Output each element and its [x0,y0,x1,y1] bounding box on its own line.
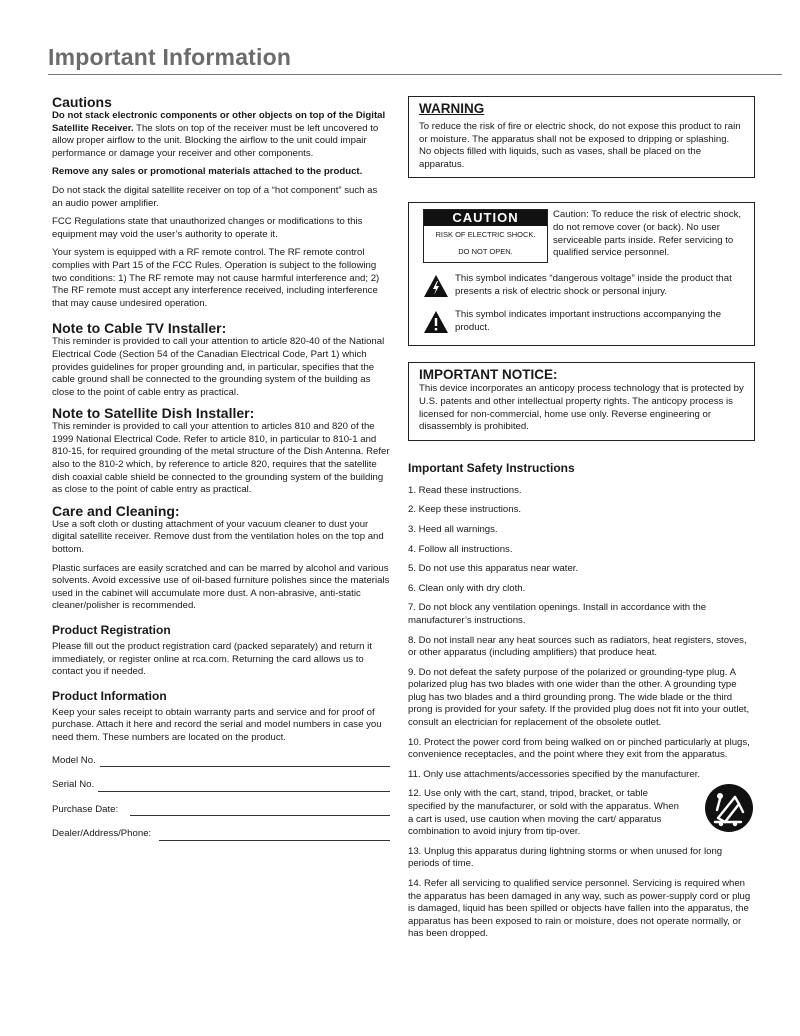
warning-box [408,96,755,178]
warning-title: WARNING [419,101,485,116]
registration-text: Please fill out the product registration card (packed separately) and return it immediately, or register online at rca.com. Returning the card allows us to contact you if needed. [52,641,372,678]
serial-no-row [52,779,390,792]
safety-item-cart [408,788,755,838]
dealer-label: Dealer/Address/Phone: [52,828,152,840]
safety-item: 6. Clean only with dry cloth. [408,582,526,594]
safety-item: 11. Only use attachments/accessories specified by the manufacturer. [408,768,701,780]
cautions-p1-bold: Do not stack electronic components or other objects on top of the Digital Satellite Receiver. [52,110,386,134]
model-no-line [100,756,390,767]
serial-no-line [98,781,390,792]
product-info-text: Keep your sales receipt to obtain warranty parts and service and for proof of purchase. Attach it here and record the serial and model numbers in case you need them. These numbers are located on the product. [52,706,382,743]
safety-item: 3. Heed all warnings. [408,523,498,535]
cautions-paragraph-1 [52,110,390,160]
serial-no-label: Serial No. [52,779,95,791]
dealer-row [52,828,390,841]
safety-item: 10. Protect the power cord from being walked on or pinched particularly at plugs, convenience receptacles, and the point where they exit from the apparatus. [408,736,750,761]
warning-text: To reduce the risk of fire or electric shock, do not expose this product to rain or moisture. The apparatus shall not be exposed to dripping or splashing. No objects filled with liquids, such as vases, shall be placed on the apparatus. [419,121,741,170]
title-divider [48,74,782,75]
safety-item-12-text: 12. Use only with the cart, stand, tripod, bracket, or table specified by the manufacturer, or sold with the apparatus. When a cart is used, use caution when moving the cart/ apparatus combination to avoid injury from tip-over. [408,788,679,838]
instructions-symbol-text: This symbol indicates important instructions accompanying the product. [455,309,722,333]
page-title: Important Information [48,44,292,70]
purchase-date-line [130,805,390,816]
care-paragraph-1: Use a soft cloth or dusting attachment of your vacuum cleaner to dust your digital satellite receiver. Remove dust from the ventilation holes on the top and bottom. [52,518,384,556]
caution-label [423,209,548,263]
instructions-symbol-row [423,309,749,334]
model-no-label: Model No. [52,754,96,766]
safety-item: 7. Do not block any ventilation openings. Install in accordance with the manufacturer’s instructions. [408,602,707,626]
dish-installer-text: This reminder is provided to call your attention to articles 810 and 820 of the 1999 National Electrical Code. Refer to article 810, in particular to 810-1 and 810-15, for required grounding of the metal structure of the Dish Antenna. Refer also to the 810-2 which, by reference to article 820, requires that the satellite dish coaxial cable shield be connected to the grounding system of the building as close to the point of cable entry as practical. [52,421,390,496]
purchase-date-label: Purchase Date: [52,803,119,815]
notice-text: This device incorporates an anticopy process technology that is protected by U.S. patents and other intellectual property rights. The anticopy process is licensed for non-commercial, home use only. Reverse engineering or disassembly is prohibited. [419,383,744,433]
right-column [408,96,755,948]
care-heading: Care and Cleaning: [52,502,180,519]
caution-banner: CAUTION [424,210,547,226]
cautions-heading: Cautions [52,94,112,110]
cable-installer-heading: Note to Cable TV Installer: [52,320,227,337]
safety-item: 5. Do not use this apparatus near water. [408,563,579,575]
cart-tipover-icon [703,782,755,834]
cautions-paragraph-2 [52,166,390,179]
caution-small-1: RISK OF ELECTRIC SHOCK. [435,230,536,240]
cautions-paragraph-4: FCC Regulations state that unauthorized changes or modifications to this equipment may void the user’s authority to operate it. [52,216,363,240]
safety-item: 14. Refer all servicing to qualified service personnel. Servicing is required when the apparatus has been damaged in any way, such as power-supply cord or plug is damaged, liquid has been spilled or objects have fallen into the apparatus, the apparatus has been exposed to rain or moisture, does not operate normally, or has been dropped. [408,878,751,940]
important-notice-box [408,362,755,440]
cautions-p1-rest: The slots on top of the receiver must be left uncovered to allow proper airflow to the unit. Blocking the airflow to the unit could impair performance or damage your receiver and other components. [52,122,379,159]
lightning-triangle-icon [423,274,449,298]
left-column [52,94,390,853]
cautions-paragraph-5: Your system is equipped with a RF remote control. The RF remote control complies with Part 15 of the FCC Rules. Operation is subject to the following two conditions: 1) The RF remote may not cause harmful interference and; 2) The RF remote must accept any interference received, including interference that may cause undesired operation. [52,247,380,309]
product-info-heading: Product Information [52,688,167,703]
notice-title: IMPORTANT NOTICE: [419,367,558,383]
registration-heading: Product Registration [52,623,171,637]
safety-item: 4. Follow all instructions. [408,543,513,555]
caution-small-2: DO NOT OPEN. [458,247,513,257]
caution-box [408,202,755,346]
safety-item: 2. Keep these instructions. [408,504,522,516]
voltage-symbol-text: This symbol indicates “dangerous voltage” inside the product that presents a risk of electric shock or personal injury. [455,273,732,297]
cable-installer-text: This reminder is provided to call your attention to article 820-40 of the National Electrical Code (Section 54 of the Canadian Electrical Code, Part 1) which provides guidelines for proper grounding and, in particular, specifies that the cable ground shall be connected to the grounding system of the building as close to the point of cable entry as practical. [52,336,385,398]
purchase-date-row [52,804,390,817]
safety-heading: Important Safety Instructions [408,460,575,475]
safety-item: 9. Do not defeat the safety purpose of the polarized or grounding-type plug. A polarized plug has two blades with one wider than the other. A grounding type plug has two blades and a third grounding prong. The wide blade or the third prong is provided for your safety. If the provided plug does not fit into your outlet, consult an electrician for replacement of the obsolete outlet. [408,666,750,729]
dealer-line [159,830,390,841]
model-no-row [52,755,390,768]
cautions-p2-bold: Remove any sales or promotional materials attached to the product. [52,166,363,178]
care-paragraph-2: Plastic surfaces are easily scratched and can be marred by alcohol and various solvents. Avoid excessive use of oil-based furniture polishes since the materials used in the cabinet will accumulate more dust. A non-abrasive, anti-static cleaner/polisher is recommended. [52,562,390,612]
safety-item: 13. Unplug this apparatus during lightning storms or when unused for long periods of time. [408,845,723,870]
safety-item: 8. Do not install near any heat sources such as radiators, heat registers, stoves, or other apparatus (including amplifiers) that produce heat. [408,634,747,659]
voltage-symbol-row [423,273,749,298]
cautions-paragraph-3: Do not stack the digital satellite receiver on top of a “hot component” such as an audio power amplifier. [52,184,378,209]
exclamation-triangle-icon [423,310,449,334]
caution-text: Caution: To reduce the risk of electric shock, do not remove cover (or back). No user serviceable parts inside. Refer servicing to qualified service personnel. [553,209,742,259]
dish-installer-heading: Note to Satellite Dish Installer: [52,405,255,422]
safety-item: 1. Read these instructions. [408,484,522,496]
